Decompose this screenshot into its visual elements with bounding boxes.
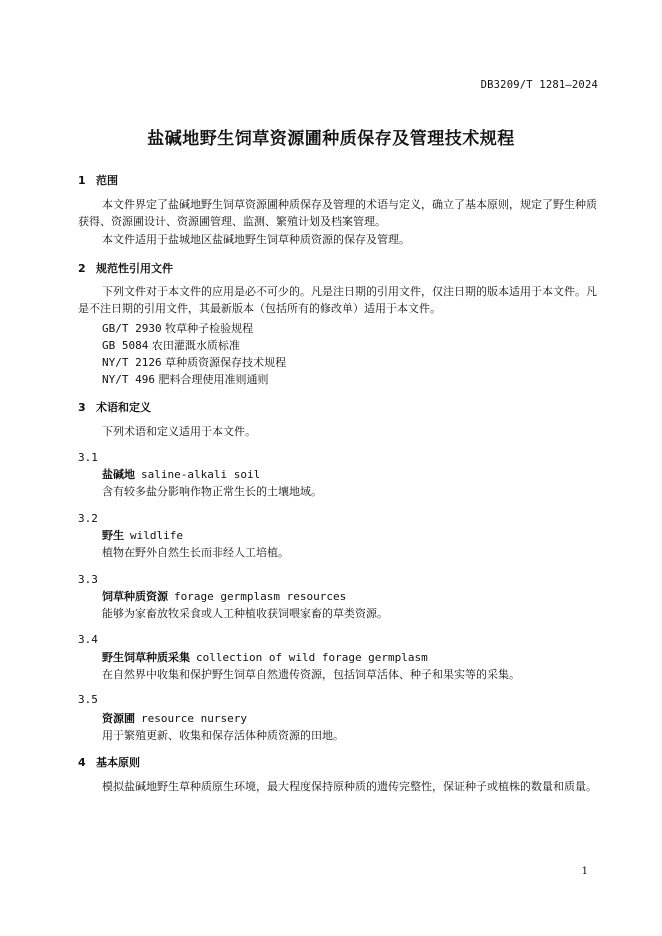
reference-name: 肥料合理使用准则通则	[158, 373, 269, 386]
reference-code: NY/T 2126	[102, 356, 162, 369]
section-2-paragraph-1: 下列文件对于本文件的应用是必不可少的。凡是注日期的引用文件，仅注日期的版本适用于本文件。凡是不注日期的引用文件，其最新版本（包括所有的修改单）适用于本文件。	[78, 285, 597, 315]
term-definition: 含有较多盐分影响作物正常生长的土壤地域。	[102, 485, 322, 498]
section-2-heading	[78, 260, 173, 276]
section-title: 规范性引用文件	[96, 262, 173, 275]
section-title: 基本原则	[96, 756, 140, 769]
section-number: 1	[78, 174, 86, 187]
term-chinese: 野生饲草种质采集	[102, 651, 190, 664]
reference-code: NY/T 496	[102, 373, 155, 386]
term-heading	[102, 649, 428, 665]
reference-item	[102, 354, 286, 370]
term-chinese: 盐碱地	[102, 468, 135, 481]
reference-code: GB 5084	[102, 339, 149, 352]
reference-name: 农田灌溉水质标准	[151, 339, 240, 352]
term-number: 3.3	[78, 573, 98, 586]
term-chinese: 饲草种质资源	[102, 590, 168, 603]
section-3-paragraph-1: 下列术语和定义适用于本文件。	[102, 425, 256, 438]
reference-item	[102, 337, 240, 353]
reference-name: 牧草种子检验规程	[165, 322, 254, 335]
term-english: collection of wild forage germplasm	[196, 651, 428, 664]
section-1-heading	[78, 172, 118, 188]
term-english: forage germplasm resources	[174, 590, 347, 603]
term-number: 3.4	[78, 633, 98, 646]
section-4-paragraph-1: 模拟盐碱地野生草种质原生环境，最大程度保持原种质的遗传完整性，保证种子或植株的数量和质量。	[102, 780, 597, 793]
term-heading	[102, 466, 260, 482]
section-title: 术语和定义	[96, 401, 151, 414]
reference-code: GB/T 2930	[102, 322, 162, 335]
reference-item	[102, 371, 268, 387]
term-number: 3.1	[78, 451, 98, 464]
term-number: 3.5	[78, 693, 98, 706]
section-3-heading	[78, 399, 151, 415]
term-english: saline-alkali soil	[141, 468, 261, 481]
term-definition: 能够为家畜放牧采食或人工种植收获饲喂家畜的草类资源。	[102, 607, 388, 620]
term-definition: 在自然界中收集和保护野生饲草自然遗传资源，包括饲草活体、种子和果实等的采集。	[102, 668, 520, 681]
term-definition: 植物在野外自然生长而非经人工培植。	[102, 546, 289, 559]
term-english: wildlife	[130, 529, 183, 542]
section-4-heading	[78, 754, 140, 770]
term-number: 3.2	[78, 512, 98, 525]
section-title: 范围	[96, 174, 118, 187]
page-number: 1	[581, 866, 588, 877]
term-heading	[102, 710, 247, 726]
term-english: resource nursery	[141, 712, 247, 725]
reference-item	[102, 320, 253, 336]
term-chinese: 资源圃	[102, 712, 135, 725]
term-definition: 用于繁殖更新、收集和保存活体种质资源的田地。	[102, 729, 344, 742]
term-chinese: 野生	[102, 529, 124, 542]
section-number: 3	[78, 401, 86, 414]
document-title: 盐碱地野生饲草资源圃种质保存及管理技术规程	[147, 129, 515, 149]
term-heading	[102, 527, 183, 543]
reference-name: 草种质资源保存技术规程	[165, 356, 287, 369]
section-1-paragraph-2: 本文件适用于盐城地区盐碱地野生饲草种质资源的保存及管理。	[102, 233, 410, 246]
document-code: DB3209/T 1281—2024	[480, 79, 598, 91]
section-number: 2	[78, 262, 86, 275]
section-1-paragraph-1: 本文件界定了盐碱地野生饲草资源圃种质保存及管理的术语与定义，确立了基本原则，规定了野生种质获得、资源圃设计、资源圃管理、监测、繁殖计划及档案管理。	[78, 198, 597, 228]
term-heading	[102, 588, 346, 604]
section-number: 4	[78, 756, 86, 769]
